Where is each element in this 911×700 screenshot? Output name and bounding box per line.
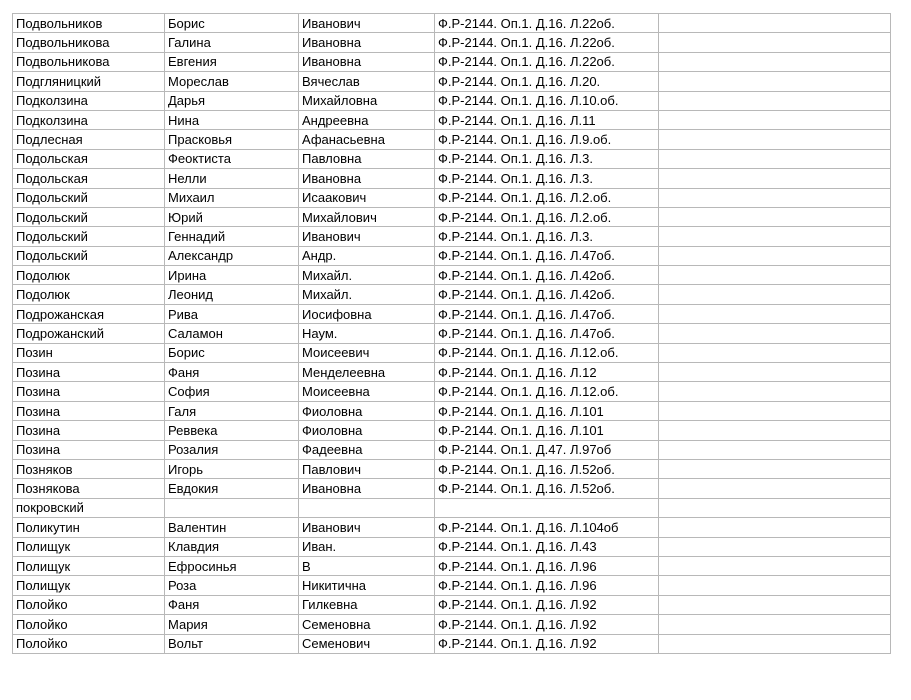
note-cell — [659, 227, 891, 246]
surname-cell: Полойко — [13, 595, 165, 614]
surname-cell: Подольский — [13, 227, 165, 246]
first-name-cell: Саламон — [165, 324, 299, 343]
surname-cell: Подколзина — [13, 110, 165, 129]
first-name-cell: Галя — [165, 401, 299, 420]
archive-reference-cell: Ф.Р-2144. Оп.1. Д.16. Л.96 — [435, 556, 659, 575]
archive-reference-cell: Ф.Р-2144. Оп.1. Д.16. Л.12.об. — [435, 382, 659, 401]
surname-cell: Позина — [13, 363, 165, 382]
note-cell — [659, 246, 891, 265]
note-cell — [659, 343, 891, 362]
note-cell — [659, 459, 891, 478]
note-cell — [659, 595, 891, 614]
note-cell — [659, 149, 891, 168]
note-cell — [659, 498, 891, 517]
archive-reference-cell: Ф.Р-2144. Оп.1. Д.16. Л.104об — [435, 518, 659, 537]
archive-reference-cell: Ф.Р-2144. Оп.1. Д.16. Л.96 — [435, 576, 659, 595]
first-name-cell: Клавдия — [165, 537, 299, 556]
table-row — [13, 188, 891, 207]
note-cell — [659, 91, 891, 110]
first-name-cell: Мария — [165, 615, 299, 634]
table-row — [13, 498, 891, 517]
archive-reference-cell: Ф.Р-2144. Оп.1. Д.16. Л.52об. — [435, 479, 659, 498]
archive-reference-cell: Ф.Р-2144. Оп.1. Д.16. Л.47об. — [435, 246, 659, 265]
first-name-cell: Нелли — [165, 169, 299, 188]
table-row — [13, 52, 891, 71]
archive-reference-cell: Ф.Р-2144. Оп.1. Д.16. Л.2.об. — [435, 207, 659, 226]
note-cell — [659, 363, 891, 382]
first-name-cell: Феоктиста — [165, 149, 299, 168]
first-name-cell: Ефросинья — [165, 556, 299, 575]
archive-reference-cell: Ф.Р-2144. Оп.1. Д.16. Л.3. — [435, 169, 659, 188]
first-name-cell: Александр — [165, 246, 299, 265]
first-name-cell: Леонид — [165, 285, 299, 304]
table-row — [13, 421, 891, 440]
note-cell — [659, 207, 891, 226]
patronymic-cell: Вячеслав — [299, 72, 435, 91]
note-cell — [659, 421, 891, 440]
archive-reference-cell: Ф.Р-2144. Оп.1. Д.16. Л.22об. — [435, 52, 659, 71]
archive-reference-cell: Ф.Р-2144. Оп.1. Д.16. Л.9.об. — [435, 130, 659, 149]
note-cell — [659, 440, 891, 459]
surname-cell: Подрожанский — [13, 324, 165, 343]
note-cell — [659, 634, 891, 653]
table-row — [13, 401, 891, 420]
surname-cell: Подколзина — [13, 91, 165, 110]
surname-cell: Подлесная — [13, 130, 165, 149]
archive-reference-cell: Ф.Р-2144. Оп.1. Д.16. Л.22об. — [435, 33, 659, 52]
archive-reference-cell: Ф.Р-2144. Оп.1. Д.16. Л.101 — [435, 401, 659, 420]
patronymic-cell: Фиоловна — [299, 421, 435, 440]
first-name-cell: Фаня — [165, 595, 299, 614]
surname-cell: Подольский — [13, 188, 165, 207]
surname-cell: Подвольникова — [13, 33, 165, 52]
patronymic-cell: Наум. — [299, 324, 435, 343]
patronymic-cell: Иванович — [299, 518, 435, 537]
surname-cell: Познякова — [13, 479, 165, 498]
note-cell — [659, 518, 891, 537]
note-cell — [659, 52, 891, 71]
first-name-cell: Нина — [165, 110, 299, 129]
note-cell — [659, 479, 891, 498]
first-name-cell: Юрий — [165, 207, 299, 226]
archive-reference-cell: Ф.Р-2144. Оп.1. Д.16. Л.52об. — [435, 459, 659, 478]
first-name-cell: Игорь — [165, 459, 299, 478]
archive-reference-cell: Ф.Р-2144. Оп.1. Д.16. Л.2.об. — [435, 188, 659, 207]
first-name-cell: Рива — [165, 304, 299, 323]
patronymic-cell: Иванович — [299, 227, 435, 246]
table-row — [13, 615, 891, 634]
table-row — [13, 634, 891, 653]
surname-cell: Позина — [13, 440, 165, 459]
archive-reference-cell: Ф.Р-2144. Оп.1. Д.16. Л.43 — [435, 537, 659, 556]
archive-reference-cell: Ф.Р-2144. Оп.1. Д.16. Л.92 — [435, 634, 659, 653]
surname-cell: Полищук — [13, 576, 165, 595]
first-name-cell: Михаил — [165, 188, 299, 207]
surname-cell: Полойко — [13, 634, 165, 653]
first-name-cell: Фаня — [165, 363, 299, 382]
archive-reference-cell: Ф.Р-2144. Оп.1. Д.16. Л.12.об. — [435, 343, 659, 362]
archive-reference-cell: Ф.Р-2144. Оп.1. Д.16. Л.3. — [435, 149, 659, 168]
first-name-cell: Борис — [165, 343, 299, 362]
note-cell — [659, 266, 891, 285]
archive-reference-cell: Ф.Р-2144. Оп.1. Д.16. Л.47об. — [435, 324, 659, 343]
patronymic-cell: Михайл. — [299, 285, 435, 304]
table-row — [13, 266, 891, 285]
table-row — [13, 149, 891, 168]
patronymic-cell: Михайловна — [299, 91, 435, 110]
note-cell — [659, 556, 891, 575]
first-name-cell: Вольт — [165, 634, 299, 653]
first-name-cell: Прасковья — [165, 130, 299, 149]
first-name-cell: Морeслав — [165, 72, 299, 91]
surname-cell: Полищук — [13, 556, 165, 575]
note-cell — [659, 537, 891, 556]
archive-reference-cell: Ф.Р-2144. Оп.1. Д.16. Л.101 — [435, 421, 659, 440]
surname-cell: Подрожанская — [13, 304, 165, 323]
surname-cell: Полищук — [13, 537, 165, 556]
surname-cell: Позняков — [13, 459, 165, 478]
patronymic-cell: Андр. — [299, 246, 435, 265]
patronymic-cell: Исаакович — [299, 188, 435, 207]
surname-cell: Подольский — [13, 246, 165, 265]
first-name-cell: Борис — [165, 14, 299, 33]
first-name-cell: София — [165, 382, 299, 401]
table-row — [13, 207, 891, 226]
archive-reference-cell: Ф.Р-2144. Оп.1. Д.16. Л.20. — [435, 72, 659, 91]
patronymic-cell — [299, 498, 435, 517]
first-name-cell: Галина — [165, 33, 299, 52]
table-row — [13, 14, 891, 33]
table-row — [13, 72, 891, 91]
surname-cell: Позин — [13, 343, 165, 362]
first-name-cell — [165, 498, 299, 517]
table-row — [13, 246, 891, 265]
archive-reference-cell: Ф.Р-2144. Оп.1. Д.16. Л.47об. — [435, 304, 659, 323]
patronymic-cell: Михайлович — [299, 207, 435, 226]
surname-cell: покровский — [13, 498, 165, 517]
patronymic-cell: В — [299, 556, 435, 575]
patronymic-cell: Фиоловна — [299, 401, 435, 420]
first-name-cell: Роза — [165, 576, 299, 595]
archive-reference-cell: Ф.Р-2144. Оп.1. Д.16. Л.92 — [435, 595, 659, 614]
table-row — [13, 304, 891, 323]
patronymic-cell: Семенович — [299, 634, 435, 653]
note-cell — [659, 14, 891, 33]
archive-reference-cell: Ф.Р-2144. Оп.1. Д.16. Л.42об. — [435, 285, 659, 304]
note-cell — [659, 188, 891, 207]
note-cell — [659, 304, 891, 323]
archive-reference-cell — [435, 498, 659, 517]
note-cell — [659, 72, 891, 91]
table-row — [13, 343, 891, 362]
archive-reference-cell: Ф.Р-2144. Оп.1. Д.16. Л.22об. — [435, 14, 659, 33]
patronymic-cell: Иосифовна — [299, 304, 435, 323]
note-cell — [659, 324, 891, 343]
note-cell — [659, 169, 891, 188]
table-row — [13, 459, 891, 478]
surname-cell: Подольский — [13, 207, 165, 226]
table-row — [13, 518, 891, 537]
surname-cell: Подвольников — [13, 14, 165, 33]
table-row — [13, 576, 891, 595]
table-row — [13, 285, 891, 304]
patronymic-cell: Фадеевна — [299, 440, 435, 459]
surname-cell: Подвольникова — [13, 52, 165, 71]
surname-cell: Подолюк — [13, 285, 165, 304]
table-row — [13, 382, 891, 401]
archive-reference-cell: Ф.Р-2144. Оп.1. Д.16. Л.42об. — [435, 266, 659, 285]
note-cell — [659, 33, 891, 52]
table-row — [13, 479, 891, 498]
surname-cell: Позина — [13, 401, 165, 420]
first-name-cell: Геннадий — [165, 227, 299, 246]
surname-cell: Поликутин — [13, 518, 165, 537]
surname-cell: Позина — [13, 421, 165, 440]
table-row — [13, 110, 891, 129]
note-cell — [659, 401, 891, 420]
patronymic-cell: Ивановна — [299, 479, 435, 498]
archive-reference-cell: Ф.Р-2144. Оп.1. Д.16. Л.3. — [435, 227, 659, 246]
note-cell — [659, 382, 891, 401]
surname-cell: Полойко — [13, 615, 165, 634]
patronymic-cell: Михайл. — [299, 266, 435, 285]
patronymic-cell: Менделеевна — [299, 363, 435, 382]
note-cell — [659, 615, 891, 634]
surname-cell: Подольская — [13, 169, 165, 188]
surname-cell: Позина — [13, 382, 165, 401]
archive-reference-cell: Ф.Р-2144. Оп.1. Д.16. Л.12 — [435, 363, 659, 382]
archive-reference-cell: Ф.Р-2144. Оп.1. Д.16. Л.92 — [435, 615, 659, 634]
patronymic-cell: Иван. — [299, 537, 435, 556]
patronymic-cell: Никитична — [299, 576, 435, 595]
first-name-cell: Розалия — [165, 440, 299, 459]
patronymic-cell: Гилкевна — [299, 595, 435, 614]
patronymic-cell: Павлович — [299, 459, 435, 478]
patronymic-cell: Моисеевич — [299, 343, 435, 362]
archive-reference-cell: Ф.Р-2144. Оп.1. Д.16. Л.11 — [435, 110, 659, 129]
patronymic-cell: Ивановна — [299, 169, 435, 188]
table-row — [13, 595, 891, 614]
table-row — [13, 363, 891, 382]
table-row — [13, 324, 891, 343]
first-name-cell: Евдокия — [165, 479, 299, 498]
note-cell — [659, 130, 891, 149]
first-name-cell: Валентин — [165, 518, 299, 537]
patronymic-cell: Семеновна — [299, 615, 435, 634]
table-row — [13, 91, 891, 110]
patronymic-cell: Андреевна — [299, 110, 435, 129]
records-table — [12, 13, 891, 654]
surname-cell: Подгляницкий — [13, 72, 165, 91]
surname-cell: Подолюк — [13, 266, 165, 285]
first-name-cell: Реввека — [165, 421, 299, 440]
first-name-cell: Ирина — [165, 266, 299, 285]
first-name-cell: Евгения — [165, 52, 299, 71]
table-row — [13, 169, 891, 188]
patronymic-cell: Ивановна — [299, 52, 435, 71]
first-name-cell: Дарья — [165, 91, 299, 110]
table-row — [13, 33, 891, 52]
surname-cell: Подольская — [13, 149, 165, 168]
patronymic-cell: Иванович — [299, 14, 435, 33]
patronymic-cell: Ивановна — [299, 33, 435, 52]
table-row — [13, 537, 891, 556]
patronymic-cell: Моисеевна — [299, 382, 435, 401]
table-row — [13, 227, 891, 246]
patronymic-cell: Павловна — [299, 149, 435, 168]
note-cell — [659, 285, 891, 304]
note-cell — [659, 110, 891, 129]
table-row — [13, 440, 891, 459]
table-row — [13, 556, 891, 575]
patronymic-cell: Афанасьевна — [299, 130, 435, 149]
archive-reference-cell: Ф.Р-2144. Оп.1. Д.16. Л.10.об. — [435, 91, 659, 110]
records-table-body — [13, 14, 891, 654]
table-row — [13, 130, 891, 149]
note-cell — [659, 576, 891, 595]
archive-reference-cell: Ф.Р-2144. Оп.1. Д.47. Л.97об — [435, 440, 659, 459]
